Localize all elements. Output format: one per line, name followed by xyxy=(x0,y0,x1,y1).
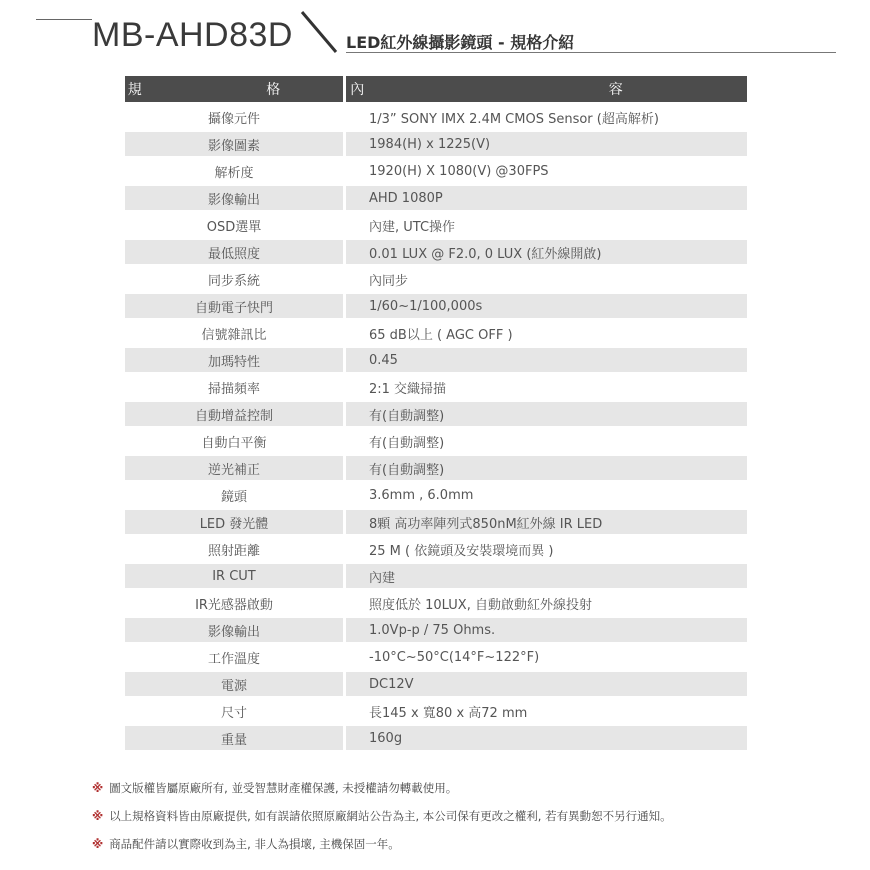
table-row xyxy=(125,240,747,264)
spec-table-header-row xyxy=(125,76,747,102)
spec-value: AHD 1080P xyxy=(346,186,747,210)
table-row xyxy=(125,726,747,750)
spec-value: 內建 xyxy=(346,564,747,588)
spec-value: 8顆 高功率陣列式850nM紅外線 IR LED xyxy=(346,510,747,534)
spec-key: OSD選單 xyxy=(125,213,346,237)
table-row xyxy=(125,402,747,426)
table-row xyxy=(125,213,747,237)
spec-value: 內建, UTC操作 xyxy=(369,219,456,235)
table-row xyxy=(125,294,747,318)
footnote: ※ 商品配件請以實際收到為主, 非人為損壞, 主機保固一年。 xyxy=(92,837,400,851)
spec-key: 鏡頭 xyxy=(125,483,346,507)
spec-key: 自動電子快門 xyxy=(125,294,346,318)
spec-key: 重量 xyxy=(125,726,346,750)
spec-key: 照射距離 xyxy=(125,537,346,561)
table-row xyxy=(125,186,747,210)
spec-value: 有(自動調整) xyxy=(346,402,747,426)
spec-key: 自動增益控制 xyxy=(125,402,346,426)
spec-key: LED 發光體 xyxy=(125,510,346,534)
spec-key: 最低照度 xyxy=(125,240,346,264)
table-row xyxy=(125,105,747,129)
spec-value: 內同步 xyxy=(369,273,409,289)
footnote: ※ 圖文版權皆屬原廠所有, 並受智慧財產權保護, 未授權請勿轉載使用。 xyxy=(92,781,458,795)
spec-value: 1/3” SONY IMX 2.4M CMOS Sensor (超高解析) xyxy=(369,111,659,127)
spec-value: 有(自動調整) xyxy=(369,435,445,451)
table-row xyxy=(125,591,747,615)
spec-key: 影像輸出 xyxy=(125,618,346,642)
table-row xyxy=(125,699,747,723)
spec-value: 2:1 交織掃描 xyxy=(369,381,447,397)
spec-value: 長145 x 寬80 x 高72 mm xyxy=(369,705,528,721)
spec-table xyxy=(125,73,747,753)
spec-key: 加瑪特性 xyxy=(125,348,346,372)
spec-key: 掃描頻率 xyxy=(125,375,346,399)
spec-value: 照度低於 10LUX, 自動啟動紅外線投射 xyxy=(369,597,592,613)
table-row xyxy=(125,132,747,156)
spec-value: 3.6mm , 6.0mm xyxy=(369,487,474,503)
table-row xyxy=(125,267,747,291)
header-top-rule xyxy=(36,19,92,20)
spec-value: 65 dB以上 ( AGC OFF ) xyxy=(369,327,513,343)
spec-key: 影像圖素 xyxy=(125,132,346,156)
note-mark-icon: ※ xyxy=(92,837,104,851)
spec-key: IR光感器啟動 xyxy=(125,591,346,615)
table-row xyxy=(125,537,747,561)
spec-key: IR CUT xyxy=(125,564,346,588)
column-header-spec: 規 格 xyxy=(125,76,346,102)
header-bottom-rule xyxy=(346,52,836,53)
table-row xyxy=(125,510,747,534)
column-header-content: 內 容 xyxy=(346,76,747,102)
spec-value: DC12V xyxy=(346,672,747,696)
spec-value: 25 M ( 依鏡頭及安裝環境而異 ) xyxy=(369,543,554,559)
note-mark-icon: ※ xyxy=(92,809,104,823)
spec-key: 工作溫度 xyxy=(125,645,346,669)
spec-key: 電源 xyxy=(125,672,346,696)
spec-subtitle: LED紅外線攝影鏡頭 - 規格介紹 xyxy=(346,33,575,52)
table-row xyxy=(125,348,747,372)
spec-value: 0.45 xyxy=(346,348,747,372)
spec-table-body xyxy=(125,105,747,750)
spec-value: 1920(H) X 1080(V) @30FPS xyxy=(369,163,549,179)
spec-key: 攝像元件 xyxy=(125,105,346,129)
table-row xyxy=(125,375,747,399)
table-row xyxy=(125,483,747,507)
table-row xyxy=(125,456,747,480)
table-row xyxy=(125,672,747,696)
table-row xyxy=(125,429,747,453)
note-mark-icon: ※ xyxy=(92,781,104,795)
spec-key: 尺寸 xyxy=(125,699,346,723)
header-slash-decoration xyxy=(296,8,346,56)
spec-value: 1/60~1/100,000s xyxy=(346,294,747,318)
spec-key: 同步系統 xyxy=(125,267,346,291)
spec-value: 1.0Vp-p / 75 Ohms. xyxy=(346,618,747,642)
spec-key: 影像輸出 xyxy=(125,186,346,210)
footnote: ※ 以上規格資料皆由原廠提供, 如有誤請依照原廠網站公告為主, 本公司保有更改之權利, 若有異動恕不另行通知。 xyxy=(92,809,672,823)
spec-value: 160g xyxy=(346,726,747,750)
spec-key: 自動白平衡 xyxy=(125,429,346,453)
page-header xyxy=(0,0,870,60)
table-row xyxy=(125,645,747,669)
spec-key: 信號雜訊比 xyxy=(125,321,346,345)
spec-value: -10°C~50°C(14°F~122°F) xyxy=(369,649,540,665)
table-row xyxy=(125,321,747,345)
table-row xyxy=(125,618,747,642)
spec-key: 解析度 xyxy=(125,159,346,183)
spec-key: 逆光補正 xyxy=(125,456,346,480)
table-row xyxy=(125,564,747,588)
spec-value: 有(自動調整) xyxy=(346,456,747,480)
spec-value: 1984(H) x 1225(V) xyxy=(346,132,747,156)
model-title: MB-AHD83D xyxy=(92,16,293,54)
footnotes xyxy=(92,780,672,864)
table-row xyxy=(125,159,747,183)
spec-value: 0.01 LUX @ F2.0, 0 LUX (紅外線開啟) xyxy=(346,240,747,264)
